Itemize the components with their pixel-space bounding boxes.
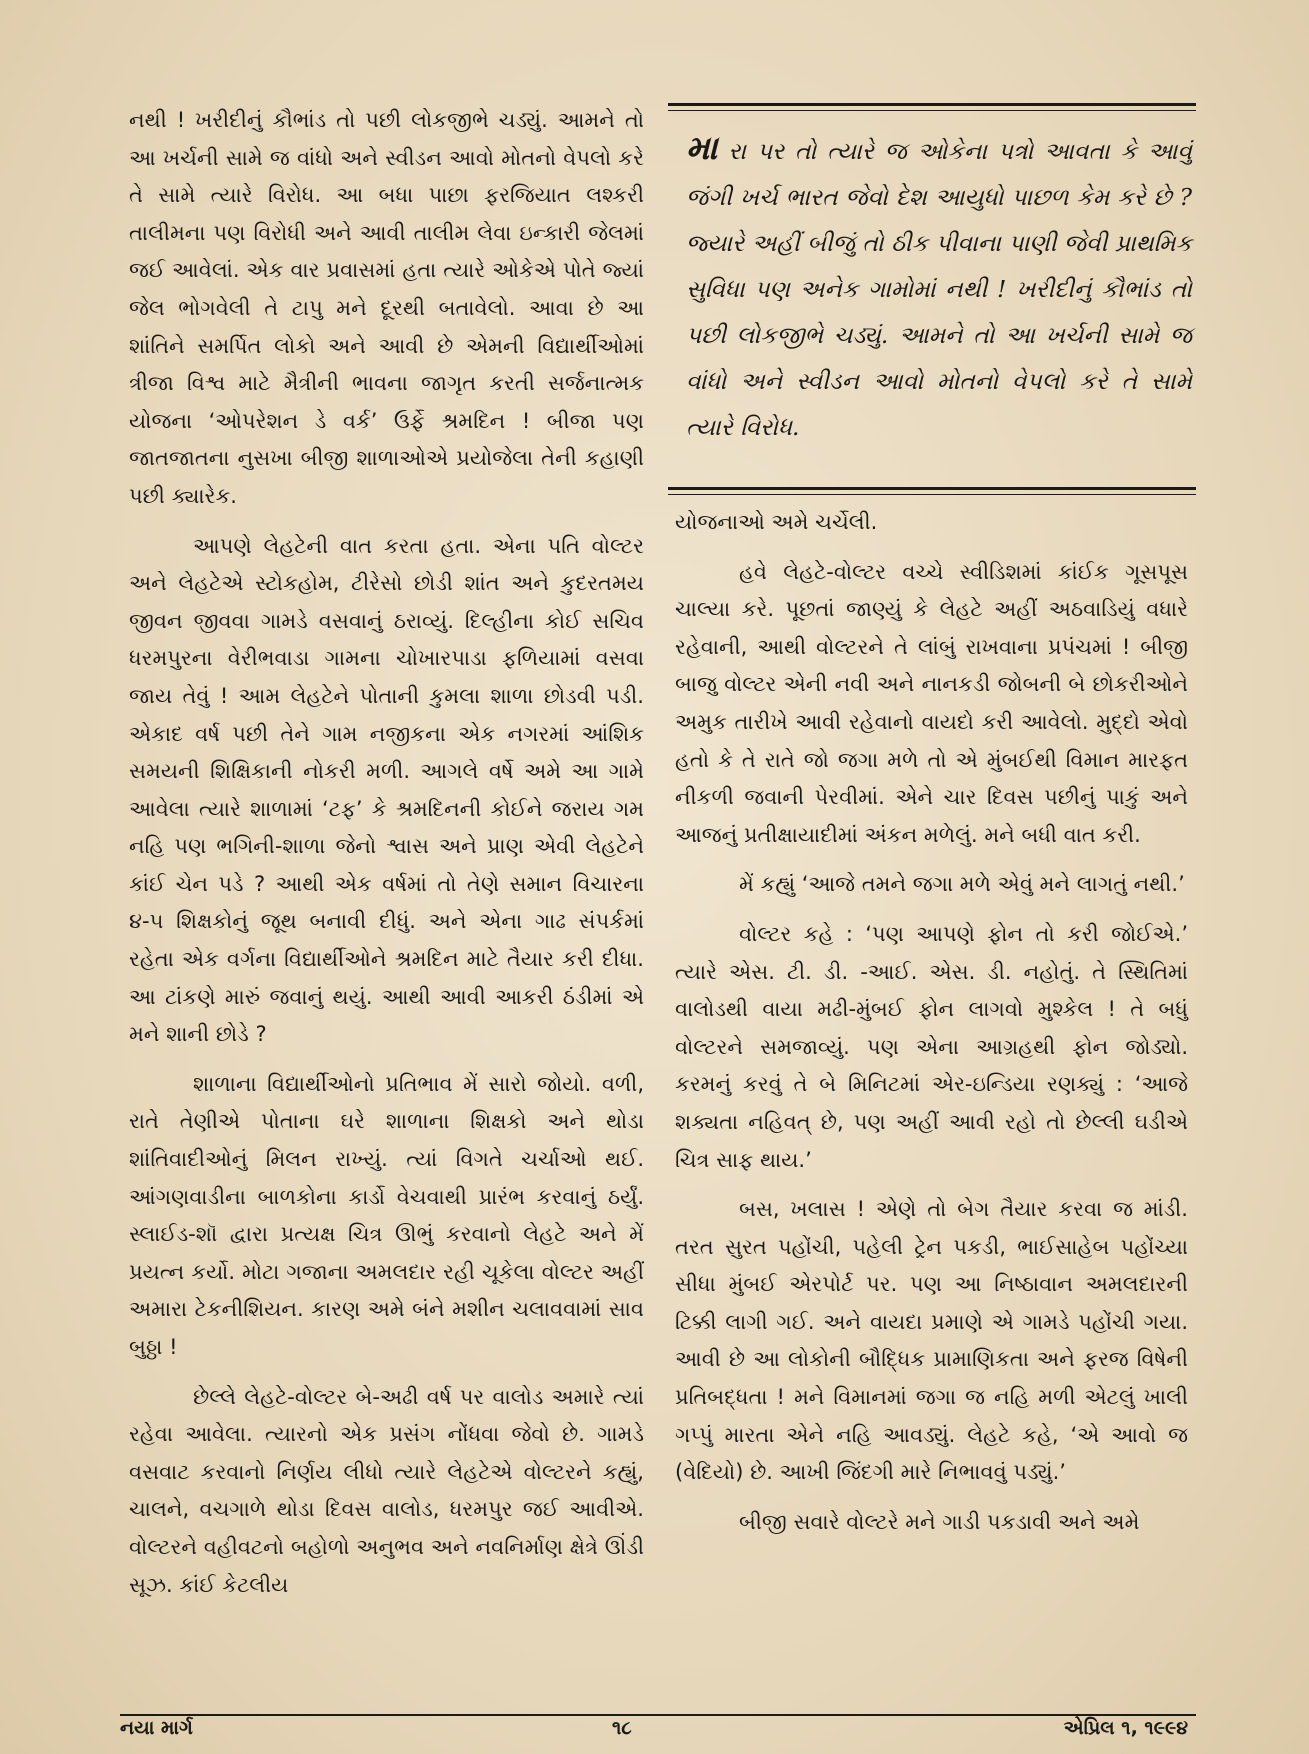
issue-date: એપ્રિલ ૧, ૧૯૯૪ (1063, 1717, 1188, 1739)
footer-rule (120, 1714, 1196, 1716)
right-column (675, 504, 1188, 1541)
paragraph: બસ, ખલાસ ! એણે તો બેગ તૈયાર કરવા જ માંડી. તરત સુરત પહોંચી, પહેલી ટ્રેન પકડી, ભાઈસાહેબ પહોંચ્યા સીધા મુંબઈ એરપોર્ટ પર. પણ આ નિષ્ઠાવાન અમલદારની ટિક્કી લાગી ગઈ. અને વાયદા પ્રમાણે એ ગામડે પહોંચી ગયા. આવી છે આ લોકોની બૌદ્ધિક પ્રામાણિકતા અને ફરજ વિષેની પ્રતિબદ્ધતા ! મને વિમાનમાં જગા જ નહિ મળી એટલું ખાલી ગપ્પું મારતા એને નહિ આવડ્યું. લેહટે કહે, ‘એ આવો જ (વેદિયો) છે. આખી જિંદગી મારે નિભાવવું પડ્યું.’ (675, 1197, 1188, 1485)
paragraph: શાળાના વિદ્યાર્થીઓનો પ્રતિભાવ મેં સારો જોયો. વળી, રાતે તેણીએ પોતાના ઘરે શાળાના શિક્ષકો અને થોડા શાંતિવાદીઓનું મિલન રાખ્યું. ત્યાં વિગતે ચર્ચાઓ થઈ. આંગણવાડીના બાળકોના કાર્ડો વેચવાથી પ્રારંભ કરવાનું ઠર્યું. સ્લાઈડ-શૉ દ્વારા પ્રત્યક્ષ ચિત્ર ઊભું કરવાનો લેહટે અને મેં પ્રયત્ન કર્યો. મોટા ગજાના અમલદાર રહી ચૂકેલા વોલ્ટર અહીં અમારા ટેકનીશિયન. કારણ અમે બંને મશીન ચલાવવામાં સાવ બુઠ્ઠા ! (129, 1071, 644, 1359)
paragraph: હવે લેહટે-વોલ્ટર વચ્ચે સ્વીડિશમાં કાંઈક ગૂસપૂસ ચાલ્યા કરે. પૂછતાં જાણ્યું કે લેહટે અહીં અઠવાડિયું વધારે રહેવાની, આથી વોલ્ટરને તે લાંબું રાખવાના પ્રપંચમાં ! બીજી બાજુ વોલ્ટર એની નવી અને નાનકડી જોબની બે છોકરીઓને અમુક તારીખે આવી રહેવાનો વાયદો કરી આવેલો. મુદ્દો એવો હતો કે તે રાતે જો જગા મળે તો એ મુંબઈથી વિમાન મારફત નીકળી જવાની પેરવીમાં. એને ચાર દિવસ પછીનું પાકું અને આજનું પ્રતીક્ષાયાદીમાં અંકન મળેલું. મને બધી વાત કરી. (675, 559, 1188, 847)
paragraph: બીજી સવારે વોલ્ટરે મને ગાડી પકડાવી અને અમે (739, 1509, 1140, 1534)
pull-quote (686, 125, 1192, 450)
pull-quote-bottom-rule (668, 487, 1196, 490)
pull-quote-dropcap: મા (686, 128, 718, 167)
paragraph: વોલ્ટર કહે : ‘પણ આપણે ફોન તો કરી જોઈએ.’ ત્યારે એસ. ટી. ડી. -આઈ. એસ. ડી. નહોતું. તે સ્થિતિમાં વાલોડથી વાયા મઢી-મુંબઈ ફોન લાગવો મુશ્કેલ ! તે બધું વોલ્ટરને સમજાવ્યું. પણ એના આગ્રહથી ફોન જોડ્યો. કરમનું કરવું તે બે મિનિટમાં એર-ઇન્ડિયા રણક્યું : ‘આજે શક્યતા નહિવત્ છે, પણ અહીં આવી રહો તો છેલ્લી ઘડીએ ચિત્ર સાફ થાય.’ (675, 921, 1188, 1172)
paragraph: યોજનાઓ અમે ચર્ચેલી. (675, 510, 878, 534)
paragraph: છેલ્લે લેહટે-વોલ્ટર બે-અઢી વર્ષ પર વાલોડ અમારે ત્યાં રહેવા આવેલા. ત્યારનો એક પ્રસંગ નોંધવા જેવો છે. ગામડે વસવાટ કરવાનો નિર્ણય લીધો ત્યારે લેહટેએ વોલ્ટરને કહ્યું, ચાલને, વચગાળે થોડા દિવસ વાલોડ, ધરમપુર જઈ આવીએ. વોલ્ટરને વહીવટનો બહોળો અનુભવ અને નવનિર્માણ ક્ષેત્રે ઊંડી સૂઝ. કાંઈ કેટલીય (129, 1384, 644, 1597)
paragraph: મેં કહ્યું ‘આજે તમને જગા મળે એવું મને લાગતું નથી.’ (739, 872, 1185, 897)
pull-quote-top-rule (668, 103, 1196, 106)
pull-quote-bottom-rule-thin (668, 494, 1196, 495)
left-column (129, 102, 644, 1604)
pull-quote-top-rule-thin (668, 110, 1196, 111)
magazine-name: નયા માર્ગ (120, 1717, 193, 1739)
paragraph: નથી ! ખરીદીનું કૌભાંડ તો પછી લોકજીભે ચડ્યું. આમને તો આ ખર્ચની સામે જ વાંધો અને સ્વીડન આવો મોતનો વેપલો કરે તે સામે ત્યારે વિરોધ. આ બધા પાછા ફરજિયાત લશ્કરી તાલીમના પણ વિરોધી અને આવી તાલીમ લેવા ઇન્કારી જેલમાં જઈ આવેલાં. એક વાર પ્રવાસમાં હતા ત્યારે ઓકેએ પોતે જ્યાં જેલ ભોગવેલી તે ટાપુ મને દૂરથી બતાવેલો. આવા છે આ શાંતિને સમર્પિત લોકો અને આવી છે એમની વિદ્યાર્થીઓમાં ત્રીજા વિશ્વ માટે મૈત્રીની ભાવના જાગૃત કરતી સર્જનાત્મક યોજના ‘ઓપરેશન ડે વર્ક’ ઉર્ફે શ્રમદિન ! બીજા પણ જાતજાતના નુસખા બીજી શાળાઓએ પ્રયોજેલા તેની કહાણી પછી ક્યારેક. (129, 108, 644, 508)
pull-quote-text: રા પર તો ત્યારે જ ઓકેના પત્રો આવતા કે આવું જંગી ખર્ચ ભારત જેવો દેશ આયુધો પાછળ કેમ કરે છે ? જ્યારે અહીં બીજું તો ઠીક પીવાના પાણી જેવી પ્રાથમિક સુવિધા પણ અનેક ગામોમાં નથી ! ખરીદીનું કૌભાંડ તો પછી લોકજીભે ચડ્યું. આમને તો આ ખર્ચની સામે જ વાંધો અને સ્વીડન આવો મોતનો વેપલો કરે તે સામે ત્યારે વિરોધ. (686, 137, 1193, 441)
paragraph: આપણે લેહટેની વાત કરતા હતા. એના પતિ વોલ્ટર અને લેહટેએ સ્ટોકહોમ, ટીરેસો છોડી શાંત અને કુદરતમય જીવન જીવવા ગામડે વસવાનું ઠરાવ્યું. દિલ્હીના કોઈ સચિવ ધરમપુરના વેરીભવાડા ગામના ચોખારપાડા ફળિયામાં વસવા જાય તેવું ! આમ લેહટેને પોતાની કુમલા શાળા છોડવી પડી. એકાદ વર્ષ પછી તેને ગામ નજીકના એક નગરમાં આંશિક સમયની શિક્ષિકાની નોકરી મળી. આગલે વર્ષે અમે આ ગામે આવેલા ત્યારે શાળામાં ‘ટફ’ કે શ્રમદિનની કોઈને જરાય ગમ નહિ પણ ભગિની-શાળા જેનો શ્વાસ અને પ્રાણ એવી લેહટેને કાંઈ ચેન પડે ? આથી એક વર્ષમાં તો તેણે સમાન વિચારના ૪-૫ શિક્ષકોનું જૂથ બનાવી દીધું. અને એના ગાઢ સંપર્કમાં રહેતા એક વર્ગના વિદ્યાર્થીઓને શ્રમદિન માટે તૈયાર કરી દીધા. આ ટાંકણે મારું જવાનું થયું. આથી આવી આકરી ઠંડીમાં એ મને શાની છોડે ? (129, 533, 644, 1047)
page-number: ૧૮ (612, 1717, 632, 1739)
